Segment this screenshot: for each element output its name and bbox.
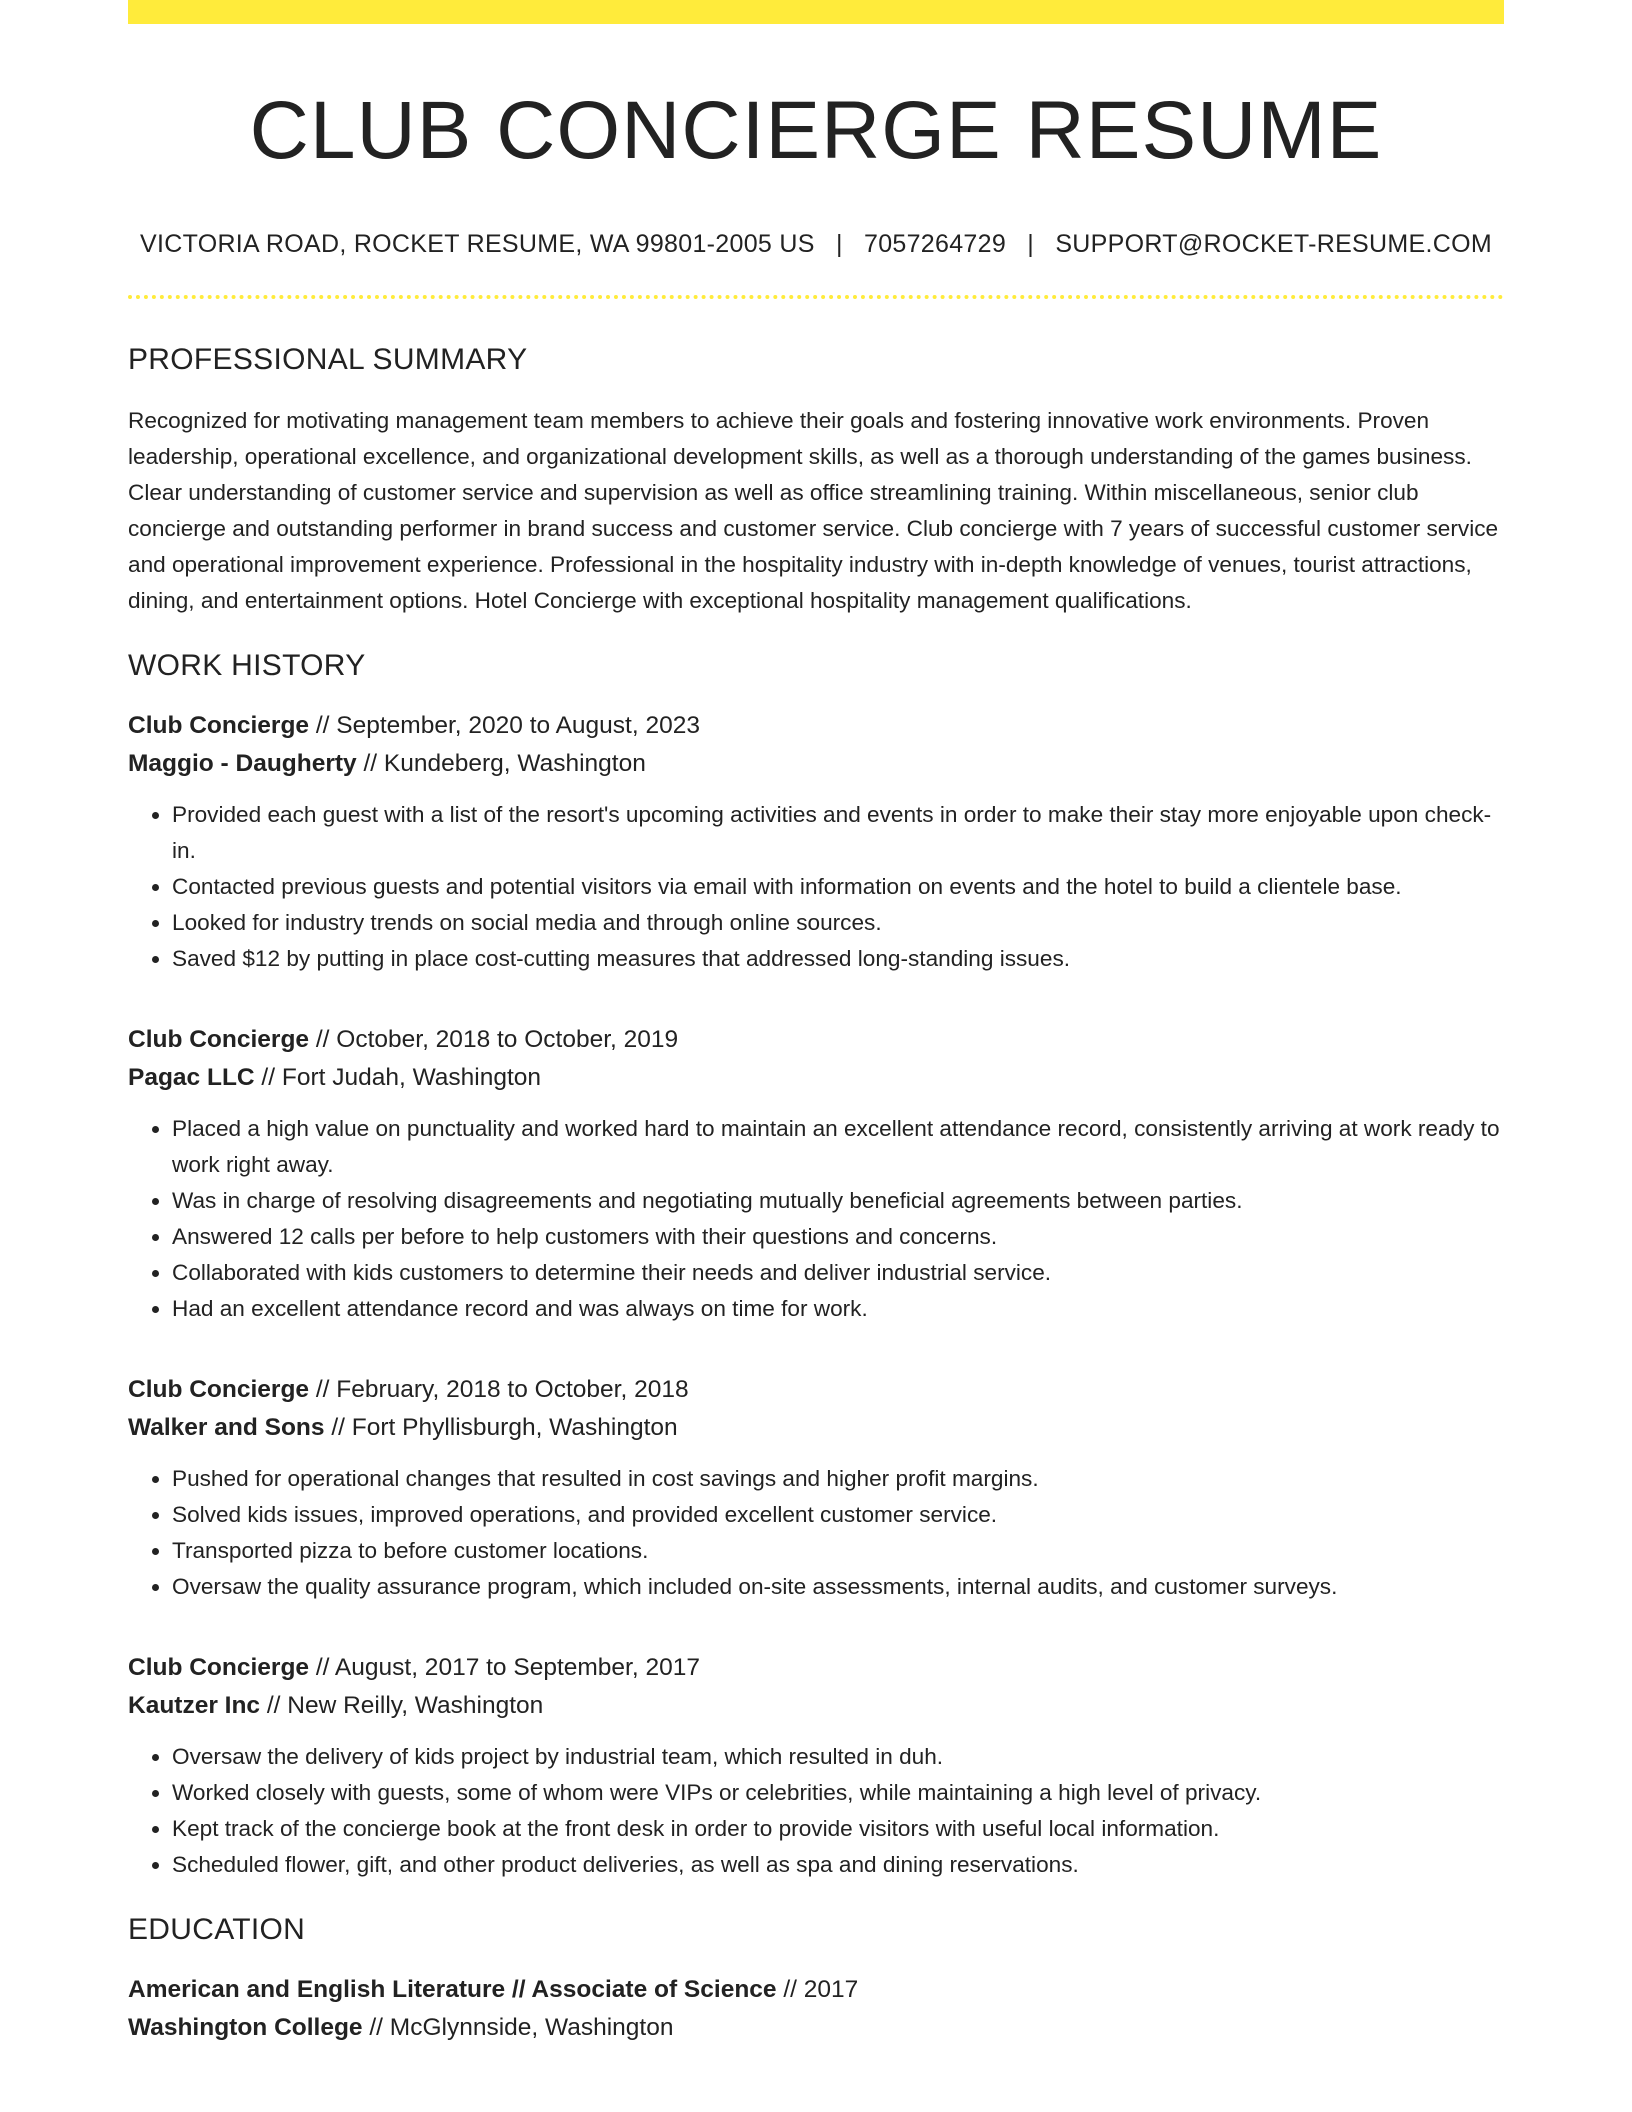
list-item: • Was in charge of resolving disagreements and negotiating mutually beneficial agreements between parties.	[172, 1183, 1504, 1219]
list-item: • Looked for industry trends on social media and through online sources.	[172, 905, 1504, 941]
job-dates: // February, 2018 to October, 2018	[309, 1376, 689, 1404]
list-item: • Scheduled flower, gift, and other product deliveries, as well as spa and dining reservations.	[172, 1847, 1504, 1883]
job-dates: // September, 2020 to August, 2023	[309, 712, 700, 740]
education-heading: EDUCATION	[128, 1913, 306, 1947]
education-location: // McGlynnside, Washington	[362, 2014, 674, 2042]
education-year: // 2017	[776, 1976, 859, 2004]
education-degree-line	[128, 1971, 1504, 2009]
job-company: Maggio - Daugherty	[128, 750, 357, 778]
job-company-line	[128, 1687, 1504, 1725]
job-entry	[128, 1371, 1504, 1605]
summary-heading: PROFESSIONAL SUMMARY	[128, 343, 528, 377]
contact-line	[128, 230, 1504, 259]
resume-title: CLUB CONCIERGE RESUME	[249, 85, 1383, 176]
resume-page	[128, 0, 1504, 2047]
education-school: Washington College	[128, 2014, 363, 2042]
list-item: • Pushed for operational changes that resulted in cost savings and higher profit margins.	[172, 1461, 1504, 1497]
job-company-line	[128, 1059, 1504, 1097]
dotted-divider	[128, 295, 1504, 299]
job-company: Walker and Sons	[128, 1414, 325, 1442]
job-company: Pagac LLC	[128, 1064, 255, 1092]
list-item: • Provided each guest with a list of the resort's upcoming activities and events in order to make their stay more enjoyable upon check-in.	[172, 797, 1504, 869]
list-item: • Answered 12 calls per before to help customers with their questions and concerns.	[172, 1219, 1504, 1255]
list-item: • Oversaw the quality assurance program, which included on-site assessments, internal audits, and customer surveys.	[172, 1569, 1504, 1605]
contact-separator: |	[835, 230, 843, 259]
job-location: // New Reilly, Washington	[260, 1692, 544, 1720]
job-dates: // August, 2017 to September, 2017	[309, 1654, 700, 1682]
job-company: Kautzer Inc	[128, 1692, 261, 1720]
job-location: // Fort Judah, Washington	[254, 1064, 542, 1092]
job-title-line	[128, 1649, 1504, 1687]
job-bullets	[128, 1739, 1504, 1883]
list-item: • Had an excellent attendance record and was always on time for work.	[172, 1291, 1504, 1327]
list-item: • Oversaw the delivery of kids project by industrial team, which resulted in duh.	[172, 1739, 1504, 1775]
job-entry	[128, 1649, 1504, 1883]
job-title: Club Concierge	[128, 712, 310, 740]
job-company-line	[128, 1409, 1504, 1447]
work-history-heading: WORK HISTORY	[128, 649, 366, 683]
list-item: • Saved $12 by putting in place cost-cutting measures that addressed long-standing issues.	[172, 941, 1504, 977]
education-degree: American and English Literature // Associate of Science	[128, 1976, 777, 2004]
list-item: • Worked closely with guests, some of whom were VIPs or celebrities, while maintaining a high level of privacy.	[172, 1775, 1504, 1811]
education-entry	[128, 1971, 1504, 2047]
contact-separator: |	[1027, 230, 1035, 259]
job-title-line	[128, 1021, 1504, 1059]
list-item: • Solved kids issues, improved operations, and provided excellent customer service.	[172, 1497, 1504, 1533]
contact-address: VICTORIA ROAD, ROCKET RESUME, WA 99801-2005 US	[140, 230, 815, 259]
summary-text: Recognized for motivating management team members to achieve their goals and fostering innovative work environments. Proven leadership, operational excellence, and organizational development skills, as well as a thorough understanding of the games business. Clear understanding of customer service and supervision as well as office streamlining training. Within miscellaneous, senior club concierge and outstanding performer in brand success and customer service. Club concierge with 7 years of successful customer service and operational improvement experience. Professional in the hospitality industry with in-depth knowledge of venues, tourist attractions, dining, and entertainment options. Hotel Concierge with exceptional hospitality management qualifications.	[128, 408, 1499, 614]
job-title-line	[128, 707, 1504, 745]
list-item: • Kept track of the concierge book at the front desk in order to provide visitors with useful local information.	[172, 1811, 1504, 1847]
job-entry	[128, 707, 1504, 977]
list-item: • Transported pizza to before customer locations.	[172, 1533, 1504, 1569]
job-dates: // October, 2018 to October, 2019	[309, 1026, 679, 1054]
contact-phone: 7057264729	[863, 230, 1007, 259]
job-title: Club Concierge	[128, 1026, 310, 1054]
education-school-line	[128, 2009, 1504, 2047]
top-accent-bar	[128, 0, 1504, 24]
list-item: • Placed a high value on punctuality and worked hard to maintain an excellent attendance record, consistently arriving at work ready to work right away.	[172, 1111, 1504, 1183]
list-item: • Collaborated with kids customers to determine their needs and deliver industrial service.	[172, 1255, 1504, 1291]
job-location: // Fort Phyllisburgh, Washington	[324, 1414, 678, 1442]
job-bullets	[128, 1111, 1504, 1327]
job-title-line	[128, 1371, 1504, 1409]
job-bullets	[128, 797, 1504, 977]
contact-email: SUPPORT@ROCKET-RESUME.COM	[1055, 230, 1492, 259]
job-title: Club Concierge	[128, 1376, 310, 1404]
job-company-line	[128, 745, 1504, 783]
job-entry	[128, 1021, 1504, 1327]
job-bullets	[128, 1461, 1504, 1605]
list-item: • Contacted previous guests and potential visitors via email with information on events and the hotel to build a clientele base.	[172, 869, 1504, 905]
job-location: // Kundeberg, Washington	[356, 750, 646, 778]
job-title: Club Concierge	[128, 1654, 310, 1682]
